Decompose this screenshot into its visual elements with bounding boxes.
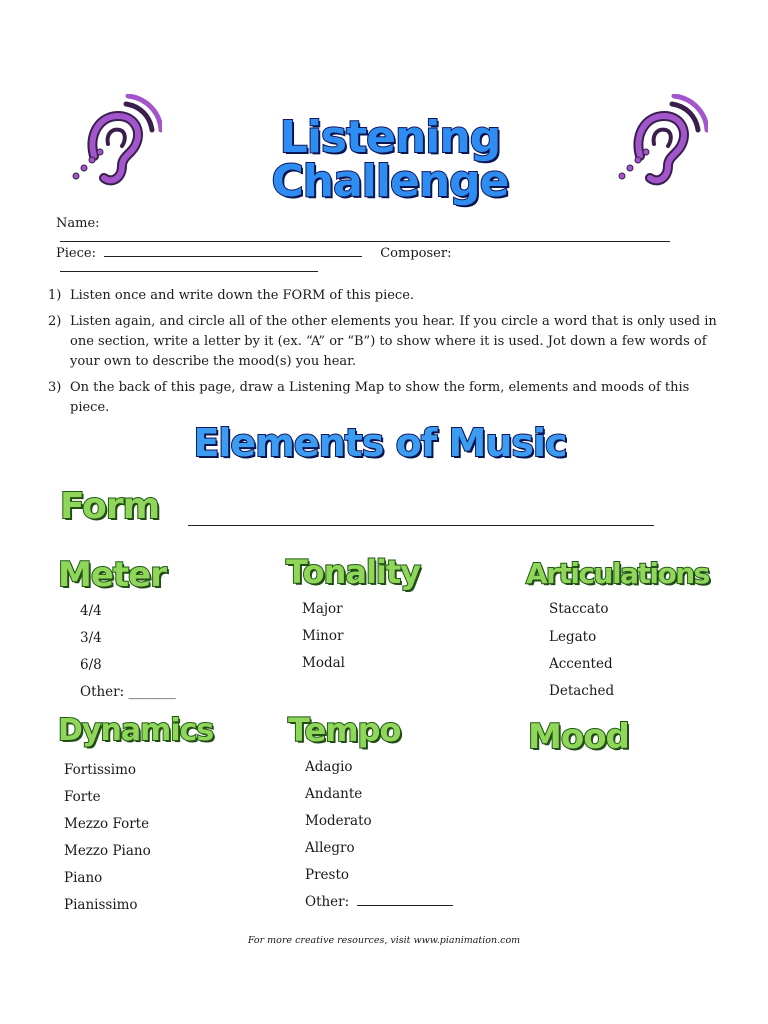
- dynamics-item[interactable]: Fortissimo: [64, 762, 137, 778]
- instruction-text: Listen again, and circle all of the other elements you hear. If you circle a word that is only used in: [70, 314, 717, 329]
- piece-label: Piece:: [56, 246, 96, 261]
- dynamics-item[interactable]: Forte: [64, 789, 101, 805]
- piece-field-row: [56, 246, 716, 276]
- dynamics-item[interactable]: Pianissimo: [64, 897, 138, 913]
- meter-heading: Meter: [58, 555, 166, 595]
- composer-label: Composer:: [380, 246, 452, 261]
- articulations-item[interactable]: Staccato: [549, 601, 609, 617]
- articulations-heading: Articulations: [526, 557, 709, 590]
- tempo-item[interactable]: Andante: [305, 786, 363, 802]
- instruction-number: 2): [48, 314, 62, 329]
- page-title: Listening Challenge: [271, 112, 509, 207]
- meter-item[interactable]: 4/4: [80, 603, 102, 619]
- instruction-number: 1): [48, 288, 62, 303]
- ear-icon: [66, 94, 162, 190]
- dynamics-item[interactable]: Piano: [64, 870, 103, 886]
- meter-item[interactable]: Other: _______: [80, 684, 176, 700]
- instruction-3: [48, 378, 728, 418]
- dynamics-item[interactable]: Mezzo Piano: [64, 843, 151, 859]
- articulations-item[interactable]: Legato: [549, 629, 597, 645]
- instruction-text: one section, write a letter by it (ex. “A” or “B”) to show where it is used. Jot down a few words of: [70, 334, 707, 349]
- name-line[interactable]: [60, 241, 670, 242]
- footer-text: For more creative resources, visit www.pianimation.com: [247, 935, 521, 946]
- articulations-item[interactable]: Detached: [549, 683, 615, 699]
- tonality-item[interactable]: Major: [302, 601, 343, 617]
- tempo-item[interactable]: Presto: [305, 867, 350, 883]
- piece-line[interactable]: [104, 256, 362, 257]
- tonality-item[interactable]: Minor: [302, 628, 344, 644]
- articulations-item[interactable]: Accented: [549, 656, 613, 672]
- meter-item[interactable]: 6/8: [80, 657, 102, 673]
- instruction-number: 3): [48, 380, 62, 395]
- form-heading: Form: [60, 486, 160, 527]
- instruction-text: your own to describe the mood(s) you hear.: [70, 354, 357, 369]
- name-label: Name:: [56, 216, 100, 231]
- tempo-other-label: Other:: [305, 894, 350, 910]
- tonality-heading: Tonality: [286, 553, 421, 591]
- tempo-item[interactable]: Adagio: [305, 759, 353, 775]
- instruction-1: [48, 286, 728, 306]
- mood-heading: Mood: [528, 717, 629, 757]
- dynamics-item[interactable]: Mezzo Forte: [64, 816, 150, 832]
- meter-item[interactable]: 3/4: [80, 630, 102, 646]
- name-field-row: [56, 216, 716, 246]
- tempo-item[interactable]: Allegro: [305, 840, 355, 856]
- instruction-text: Listen once and write down the FORM of this piece.: [70, 288, 415, 303]
- tempo-heading: Tempo: [288, 711, 401, 749]
- composer-line[interactable]: [60, 271, 318, 272]
- tonality-item[interactable]: Modal: [302, 655, 345, 671]
- elements-title: Elements of Music: [193, 421, 567, 465]
- instruction-2: [48, 312, 728, 372]
- tempo-item[interactable]: Moderato: [305, 813, 372, 829]
- ear-icon: [612, 94, 708, 190]
- tempo-other-line[interactable]: [357, 905, 453, 906]
- form-line[interactable]: [188, 525, 654, 526]
- tempo-other: [305, 894, 453, 910]
- instruction-text: On the back of this page, draw a Listening Map to show the form, elements and moods of this piece.: [70, 380, 690, 415]
- dynamics-heading: Dynamics: [58, 713, 214, 748]
